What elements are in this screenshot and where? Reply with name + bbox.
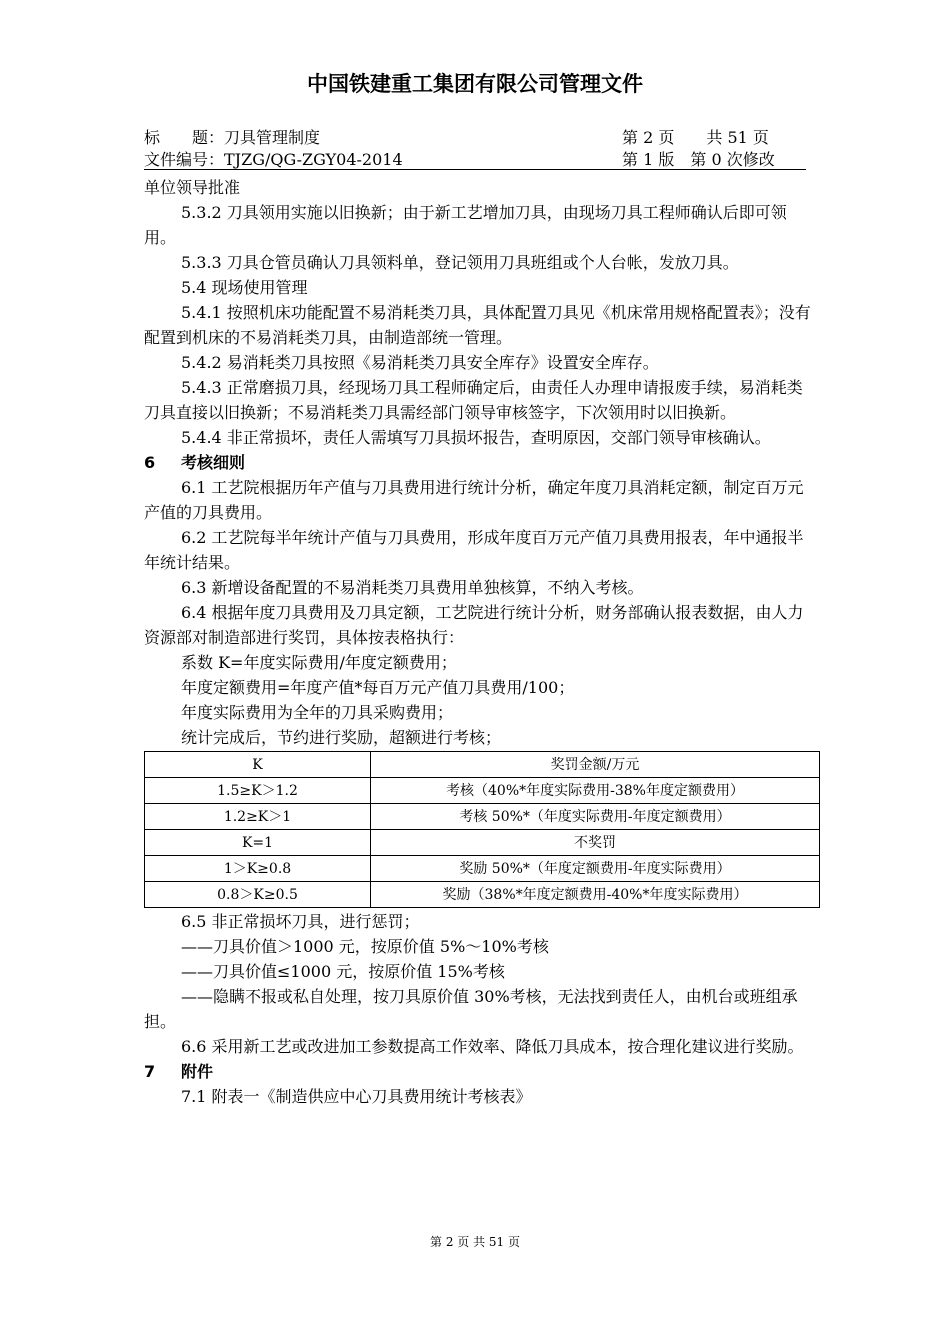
paragraph: 5.4.3 正常磨损刀具，经现场刀具工程师确定后，由责任人办理申请报废手续，易消耗类刀具直接以旧换新；不易消耗类刀具需经部门领导审核签字，下次领用时以旧换新。 (144, 378, 803, 422)
paragraph: 7.1 附表一《制造供应中心刀具费用统计考核表》 (181, 1087, 532, 1106)
list-item: ——刀具价值＞1000 元，按原价值 5%～10%考核 (181, 937, 549, 956)
table-cell: 不奖罚 (371, 830, 820, 856)
section-heading (144, 450, 818, 475)
table-header-cell: 奖罚金额/万元 (371, 752, 820, 778)
table-cell: 1.2≥K＞1 (145, 804, 371, 830)
document-number: 文件编号：TJZG/QG-ZGY04-2014 (144, 150, 403, 169)
table-row (145, 778, 820, 804)
paragraph: 6.4 根据年度刀具费用及刀具定额，工艺院进行统计分析，财务部确认报表数据，由人力资源部对制造部进行奖罚，具体按表格执行： (144, 603, 804, 647)
list-item: ——刀具价值≤1000 元，按原价值 15%考核 (181, 962, 505, 981)
table-cell: 1.5≥K＞1.2 (145, 778, 371, 804)
formula-line: 年度定额费用=年度产值*每百万元产值刀具费用/100； (181, 678, 575, 697)
table-row (145, 856, 820, 882)
header-row-2 (144, 147, 806, 170)
document-subject: 标 题：刀具管理制度 (144, 128, 321, 147)
paragraph: 5.4.4 非正常损坏，责任人需填写刀具损坏报告，查明原因，交部门领导审核确认。 (181, 428, 771, 447)
subsection-heading: 5.4 现场使用管理 (181, 278, 308, 297)
header-row-1 (144, 125, 806, 146)
section-title: 考核细则 (181, 453, 246, 472)
page-footer: 第 2 页 共 51 页 (430, 1235, 520, 1249)
table-row (145, 882, 820, 908)
section-number: 6 (144, 453, 156, 472)
table-cell: K=1 (145, 830, 371, 856)
table-cell: 考核（40%*年度实际费用-38%年度定额费用） (371, 778, 820, 804)
list-item: ——隐瞒不报或私自处理，按刀具原价值 30%考核，无法找到责任人，由机台或班组承担。 (144, 987, 798, 1031)
paragraph: 6.3 新增设备配置的不易消耗类刀具费用单独核算，不纳入考核。 (181, 578, 644, 597)
formula-line: 统计完成后，节约进行奖励，超额进行考核； (181, 728, 502, 747)
paragraph: 6.1 工艺院根据历年产值与刀具费用进行统计分析，确定年度刀具消耗定额，制定百万元产值的刀具费用。 (144, 478, 804, 522)
table-row (145, 830, 820, 856)
formula-line: 系数 K=年度实际费用/年度定额费用； (181, 653, 457, 672)
reward-penalty-table (144, 751, 820, 908)
paragraph: 6.2 工艺院每半年统计产值与刀具费用，形成年度百万元产值刀具费用报表，年中通报半年统计结果。 (144, 528, 804, 572)
table-cell: 奖励（38%*年度定额费用-40%*年度实际费用） (371, 882, 820, 908)
section-heading (144, 1059, 818, 1084)
table-cell: 0.8＞K≥0.5 (145, 882, 371, 908)
paragraph: 单位领导批准 (144, 178, 241, 197)
paragraph: 6.6 采用新工艺或改进加工参数提高工作效率、降低刀具成本，按合理化建议进行奖励。 (181, 1037, 804, 1056)
document-title: 中国铁建重工集团有限公司管理文件 (307, 72, 643, 96)
table-header-row (145, 752, 820, 778)
paragraph: 5.3.3 刀具仓管员确认刀具领料单，登记领用刀具班组或个人台帐，发放刀具。 (181, 253, 739, 272)
paragraph: 5.3.2 刀具领用实施以旧换新；由于新工艺增加刀具，由现场刀具工程师确认后即可领用。 (144, 203, 787, 247)
section-title: 附件 (181, 1062, 214, 1081)
table-row (145, 804, 820, 830)
table-header-cell: K (145, 752, 371, 778)
paragraph: 5.4.2 易消耗类刀具按照《易消耗类刀具安全库存》设置安全库存。 (181, 353, 659, 372)
paragraph: 5.4.1 按照机床功能配置不易消耗类刀具，具体配置刀具见《机床常用规格配置表》；没有配置到机床的不易消耗类刀具，由制造部统一管理。 (144, 303, 811, 347)
version-info: 第 1 版 第 0 次修改 (622, 150, 775, 169)
document-body (144, 175, 818, 1109)
formula-line: 年度实际费用为全年的刀具采购费用； (181, 703, 454, 722)
table-cell: 奖励 50%*（年度定额费用-年度实际费用） (371, 856, 820, 882)
page-count: 第 2 页 共 51 页 (622, 128, 769, 147)
paragraph: 6.5 非正常损坏刀具，进行惩罚； (181, 912, 420, 931)
section-number: 7 (144, 1062, 156, 1081)
table-cell: 1＞K≥0.8 (145, 856, 371, 882)
table-cell: 考核 50%*（年度实际费用-年度定额费用） (371, 804, 820, 830)
